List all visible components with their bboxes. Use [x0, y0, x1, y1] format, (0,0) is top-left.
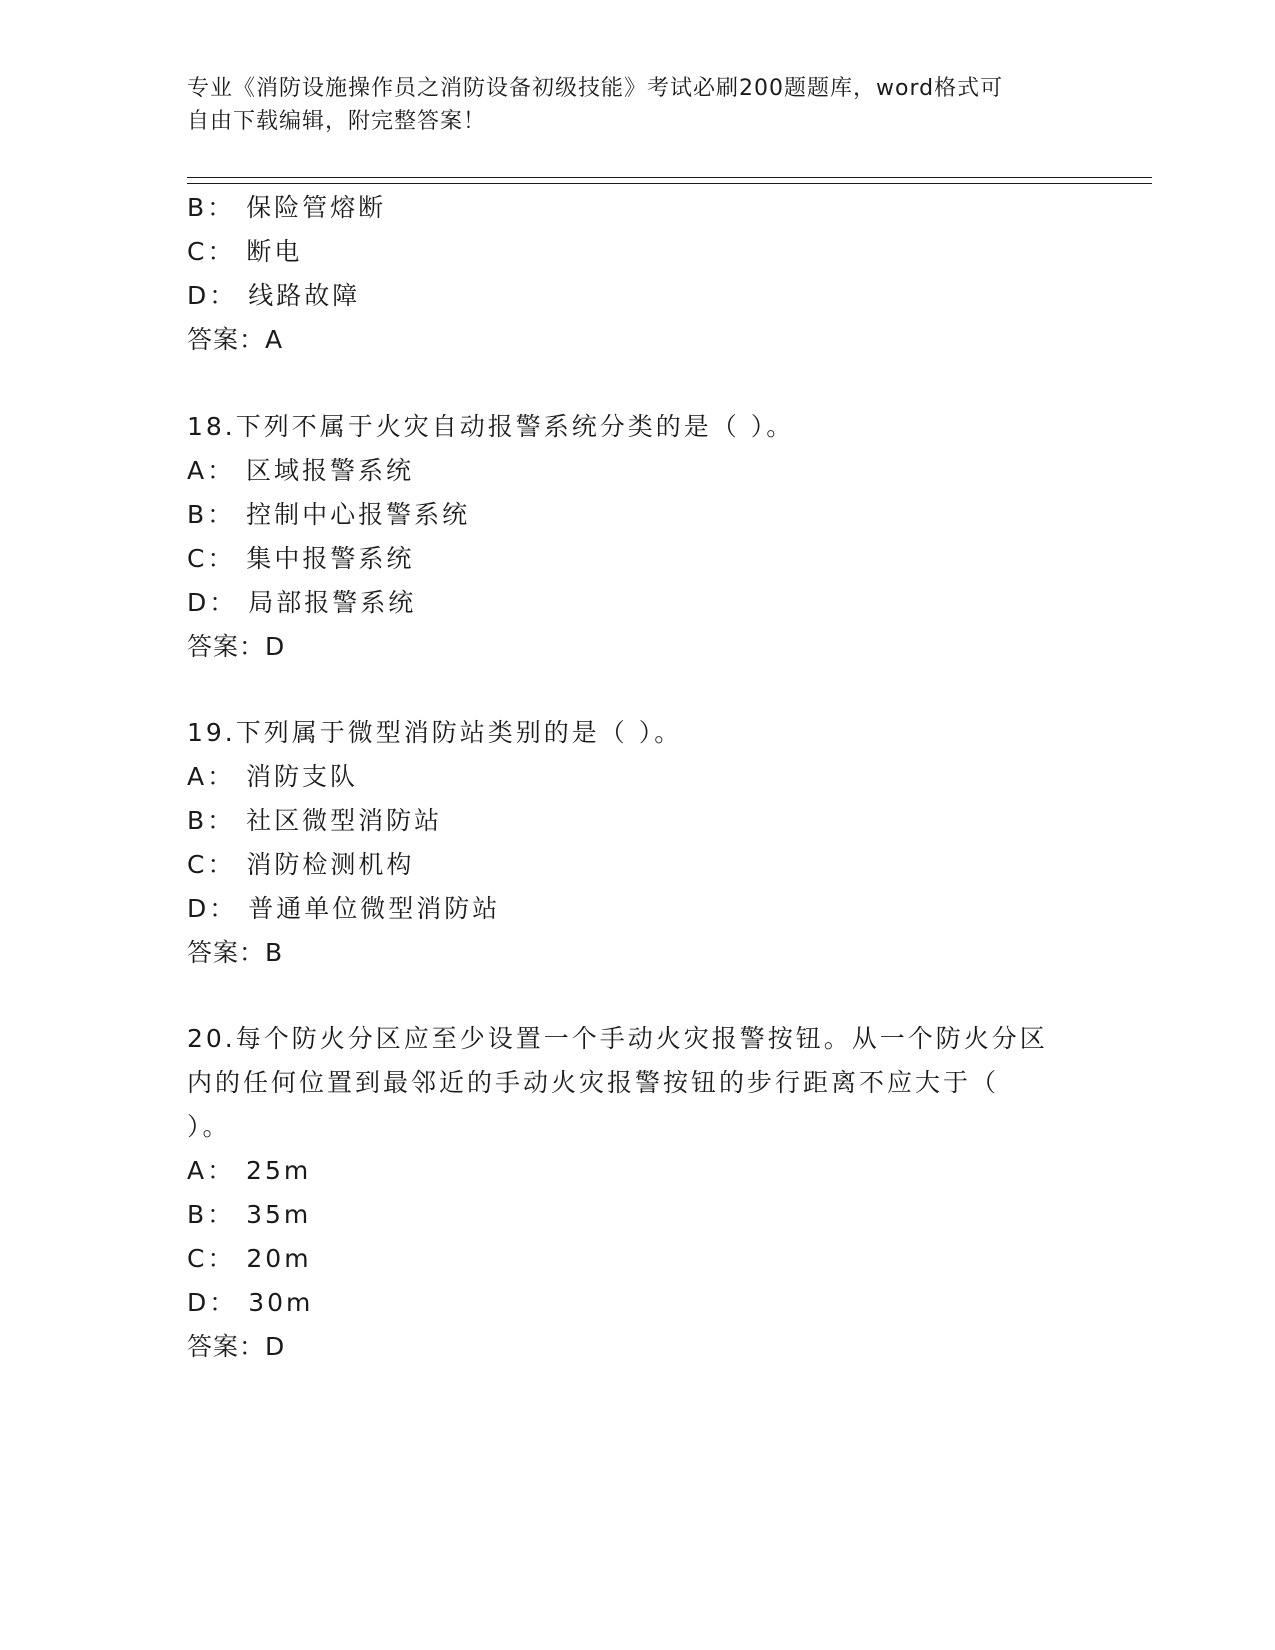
q20-stem-line-2: 内的任何位置到最邻近的手动火灾报警按钮的步行距离不应大于（	[187, 1068, 1000, 1097]
q20-option-c: C： 20m	[187, 1244, 312, 1273]
q20-answer: 答案：D	[187, 1332, 286, 1361]
prev-option-b: B： 保险管熔断	[187, 193, 387, 222]
q20-stem-line-1: 20.每个防火分区应至少设置一个手动火灾报警按钮。从一个防火分区	[187, 1024, 1048, 1053]
document-header	[187, 72, 1087, 138]
q18-answer: 答案：D	[187, 632, 286, 661]
q19-answer: 答案：B	[187, 938, 284, 967]
q18-option-c: C： 集中报警系统	[187, 544, 415, 573]
prev-answer: 答案：A	[187, 325, 284, 354]
q18-option-a: A： 区域报警系统	[187, 456, 415, 485]
q19-option-c: C： 消防检测机构	[187, 850, 415, 879]
q20-option-d: D： 30m	[187, 1288, 314, 1317]
prev-option-d: D： 线路故障	[187, 281, 361, 310]
q19-option-d: D： 普通单位微型消防站	[187, 894, 501, 923]
header-line-2: 自由下载编辑，附完整答案！	[187, 109, 487, 134]
q18-option-b: B： 控制中心报警系统	[187, 500, 471, 529]
q19-option-a: A： 消防支队	[187, 762, 359, 791]
q18-option-d: D： 局部报警系统	[187, 588, 417, 617]
header-line-1: 专业《消防设施操作员之消防设备初级技能》考试必刷200题题库，word格式可	[187, 76, 1004, 101]
prev-option-c: C： 断电	[187, 237, 303, 266]
header-divider-bottom	[187, 183, 1152, 184]
q20-option-b: B： 35m	[187, 1200, 312, 1229]
q18-stem: 18.下列不属于火灾自动报警系统分类的是（ ）。	[187, 412, 795, 441]
header-divider-top	[187, 177, 1152, 178]
q19-option-b: B： 社区微型消防站	[187, 806, 443, 835]
q19-stem: 19.下列属于微型消防站类别的是（ ）。	[187, 718, 683, 747]
q20-stem-line-3: ）。	[187, 1112, 231, 1141]
q20-option-a: A： 25m	[187, 1156, 312, 1185]
